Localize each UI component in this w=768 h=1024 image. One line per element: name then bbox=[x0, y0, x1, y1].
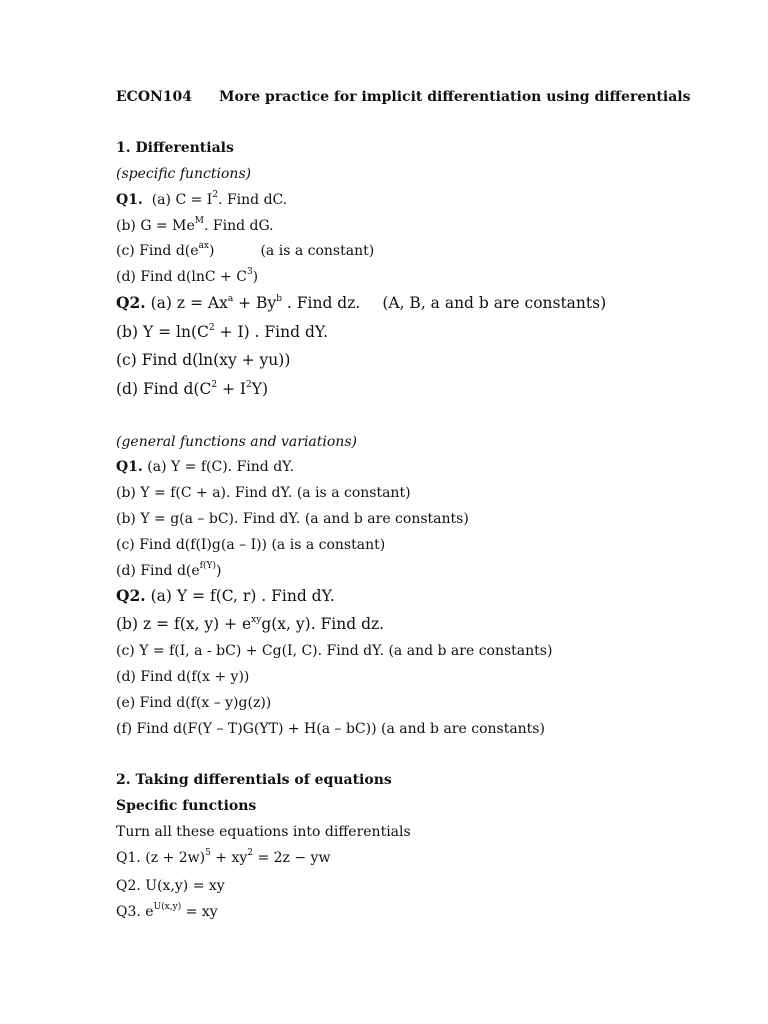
section-2-subheading: Specific functions bbox=[116, 798, 257, 814]
g-q2a: Q2. (a) Y = f(C, r) . Find dY. bbox=[116, 586, 335, 605]
question-label: Q2. bbox=[116, 293, 146, 312]
s1-q2d: (d) Find $d(C^2 + I^2Y)$ bbox=[116, 379, 269, 398]
course-code: ECON104 bbox=[116, 89, 193, 105]
g-q2b: (b) z = f(x, $y) + e^{xy}g(x$, y). Find dz. bbox=[116, 614, 385, 633]
s1-q1c: (c) Find $d(e^{ax})$ (a is a constant) bbox=[116, 241, 375, 259]
section-2-heading: 2. Taking differentials of equations bbox=[116, 772, 392, 788]
question-label: Q1. bbox=[116, 192, 143, 208]
note: (a is a constant) bbox=[260, 243, 375, 259]
g-q1a: Q1. (a) Y = f(C). Find dY. bbox=[116, 459, 295, 475]
general-functions-label: (general functions and variations) bbox=[116, 434, 357, 450]
g-q1c: (c) Find d(f(I)g(a – I)) (a is a constant) bbox=[116, 537, 386, 553]
g-q2e: (e) Find d(f(x – y)g(z)) bbox=[116, 695, 272, 711]
question-label: Q2. bbox=[116, 586, 146, 605]
s1-q1a: Q1. (a) $C = I^2$. Find dC. bbox=[116, 190, 288, 208]
s2-q3: Q3. $e^{U(x,y)}$ = xy bbox=[116, 902, 218, 920]
question-label: Q1. bbox=[116, 459, 143, 475]
s1-q2a: Q2. (a) $z = Ax^a + By^b$ . Find dz. (A, B, a and b are constants) bbox=[116, 293, 607, 312]
section-1-heading: 1. Differentials bbox=[116, 140, 234, 156]
specific-functions-label: (specific functions) bbox=[116, 166, 252, 182]
document-header bbox=[116, 88, 690, 106]
document-title: More practice for implicit differentiation using differentials bbox=[219, 89, 691, 105]
s1-q1b: (b) $G = Me^M$. Find dG. bbox=[116, 216, 274, 234]
s2-q2: Q2. U(x,y) = xy bbox=[116, 878, 225, 894]
g-q1b2: (b) Y = g(a – bC). Find dY. (a and b are constants) bbox=[116, 511, 469, 527]
s1-q2b: (b) $Y = \ln(C^2 + I)$ . Find dY. bbox=[116, 322, 329, 341]
g-q2d: (d) Find d(f(x + y)) bbox=[116, 669, 250, 685]
g-q2c: (c) Y = f(I, a - bC) + Cg(I, C). Find dY. (a and b are constants) bbox=[116, 643, 553, 659]
note: (A, B, a and b are constants) bbox=[382, 294, 607, 312]
s2-q1: Q1. $(z + 2w)^5 + xy^2 = 2z$ − yw bbox=[116, 848, 331, 866]
g-q2f: (f) Find d(F(Y – T)G(YT) + H(a – bC)) (a and b are constants) bbox=[116, 721, 545, 737]
g-q1d: (d) Find $d(e^{f(Y)})$ bbox=[116, 561, 222, 579]
s1-q2c: (c) Find d(ln(xy + yu)) bbox=[116, 351, 291, 369]
s1-q1d: (d) Find $d(\ln C + C^3)$ bbox=[116, 267, 259, 285]
g-q1b1: (b) Y = f(C + a). Find dY. (a is a constant) bbox=[116, 485, 411, 501]
section-2-instruction: Turn all these equations into differentials bbox=[116, 824, 411, 840]
